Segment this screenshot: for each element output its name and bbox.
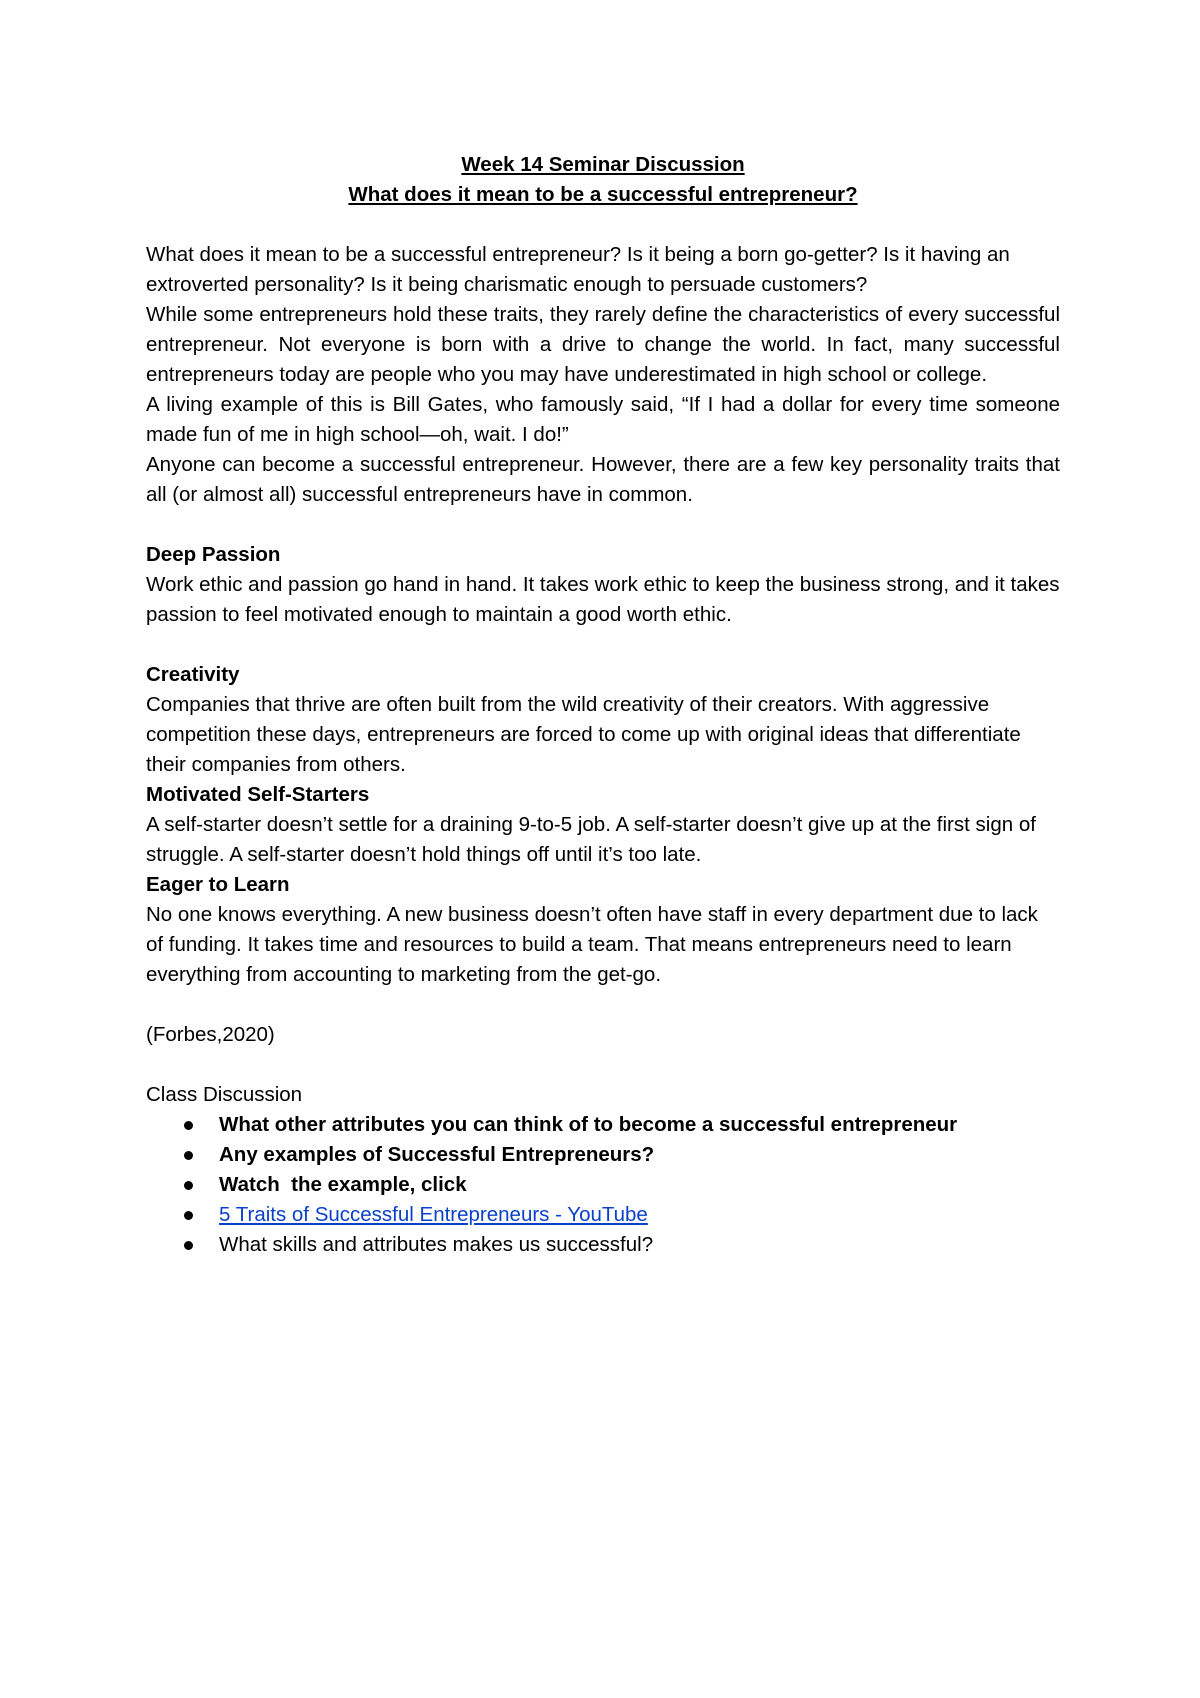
document-title: Week 14 Seminar Discussion: [461, 153, 745, 176]
section-body-self-starters: A self-starter doesn’t settle for a draining 9-to-5 job. A self-starter doesn’t give up at the first sign of struggle. A self-starter doesn’t hold things off until it’s too late.: [146, 813, 1036, 866]
spacer: [146, 1050, 1060, 1080]
citation: (Forbes,2020): [146, 1023, 275, 1046]
bullet-icon: [184, 1211, 193, 1220]
section-heading-deep-passion: Deep Passion: [146, 543, 281, 566]
section-heading-self-starters: Motivated Self-Starters: [146, 783, 370, 806]
list-item-text: What skills and attributes makes us successful?: [219, 1233, 654, 1256]
section-heading-eager-to-learn: Eager to Learn: [146, 873, 290, 896]
section-body-deep-passion: Work ethic and passion go hand in hand. It takes work ethic to keep the business strong, and it takes passion to feel motivated enough to maintain a good worth ethic.: [146, 573, 1060, 626]
spacer: [146, 210, 1060, 240]
class-discussion-heading: Class Discussion: [146, 1083, 303, 1106]
list-item: [146, 1200, 1060, 1230]
spacer: [146, 510, 1060, 540]
discussion-list: [146, 1110, 1060, 1260]
intro-paragraph: A living example of this is Bill Gates, who famously said, “If I had a dollar for every time someone made fun of me in high school—oh, wait. I do!”: [146, 393, 1060, 446]
document-subtitle: What does it mean to be a successful entrepreneur?: [348, 183, 858, 206]
list-item: [146, 1110, 1060, 1140]
bullet-icon: [184, 1181, 193, 1190]
document-page: [146, 150, 1060, 1260]
section-body-creativity: Companies that thrive are often built from the wild creativity of their creators. With aggressive competition these days, entrepreneurs are forced to come up with original ideas that differentiate their companies from others.: [146, 693, 1021, 776]
list-item: [146, 1170, 1060, 1200]
list-item-text: Watch the example, click: [219, 1173, 467, 1196]
list-item-text: What other attributes you can think of to become a successful entrepreneur: [219, 1113, 958, 1136]
intro-paragraph: Anyone can become a successful entrepreneur. However, there are a few key personality traits that all (or almost all) successful entrepreneurs have in common.: [146, 453, 1060, 506]
spacer: [146, 630, 1060, 660]
section-heading-creativity: Creativity: [146, 663, 240, 686]
intro-paragraph: While some entrepreneurs hold these traits, they rarely define the characteristics of every successful entrepreneur. Not everyone is born with a drive to change the world. In fact, many successful entrepreneurs today are people who you may have underestimated in high school or college.: [146, 303, 1060, 386]
intro-paragraph: What does it mean to be a successful entrepreneur? Is it being a born go-getter? Is it having an extroverted personality? Is it being charismatic enough to persuade customers?: [146, 243, 1010, 296]
section-body-eager-to-learn: No one knows everything. A new business doesn’t often have staff in every department due to lack of funding. It takes time and resources to build a team. That means entrepreneurs need to learn everything from accounting to marketing from the get-go.: [146, 903, 1038, 986]
list-item-text: Any examples of Successful Entrepreneurs?: [219, 1143, 655, 1166]
youtube-video-link[interactable]: 5 Traits of Successful Entrepreneurs - YouTube: [219, 1203, 648, 1226]
bullet-icon: [184, 1151, 193, 1160]
spacer: [146, 990, 1060, 1020]
list-item: [146, 1140, 1060, 1170]
list-item: [146, 1230, 1060, 1260]
bullet-icon: [184, 1121, 193, 1130]
bullet-icon: [184, 1241, 193, 1250]
